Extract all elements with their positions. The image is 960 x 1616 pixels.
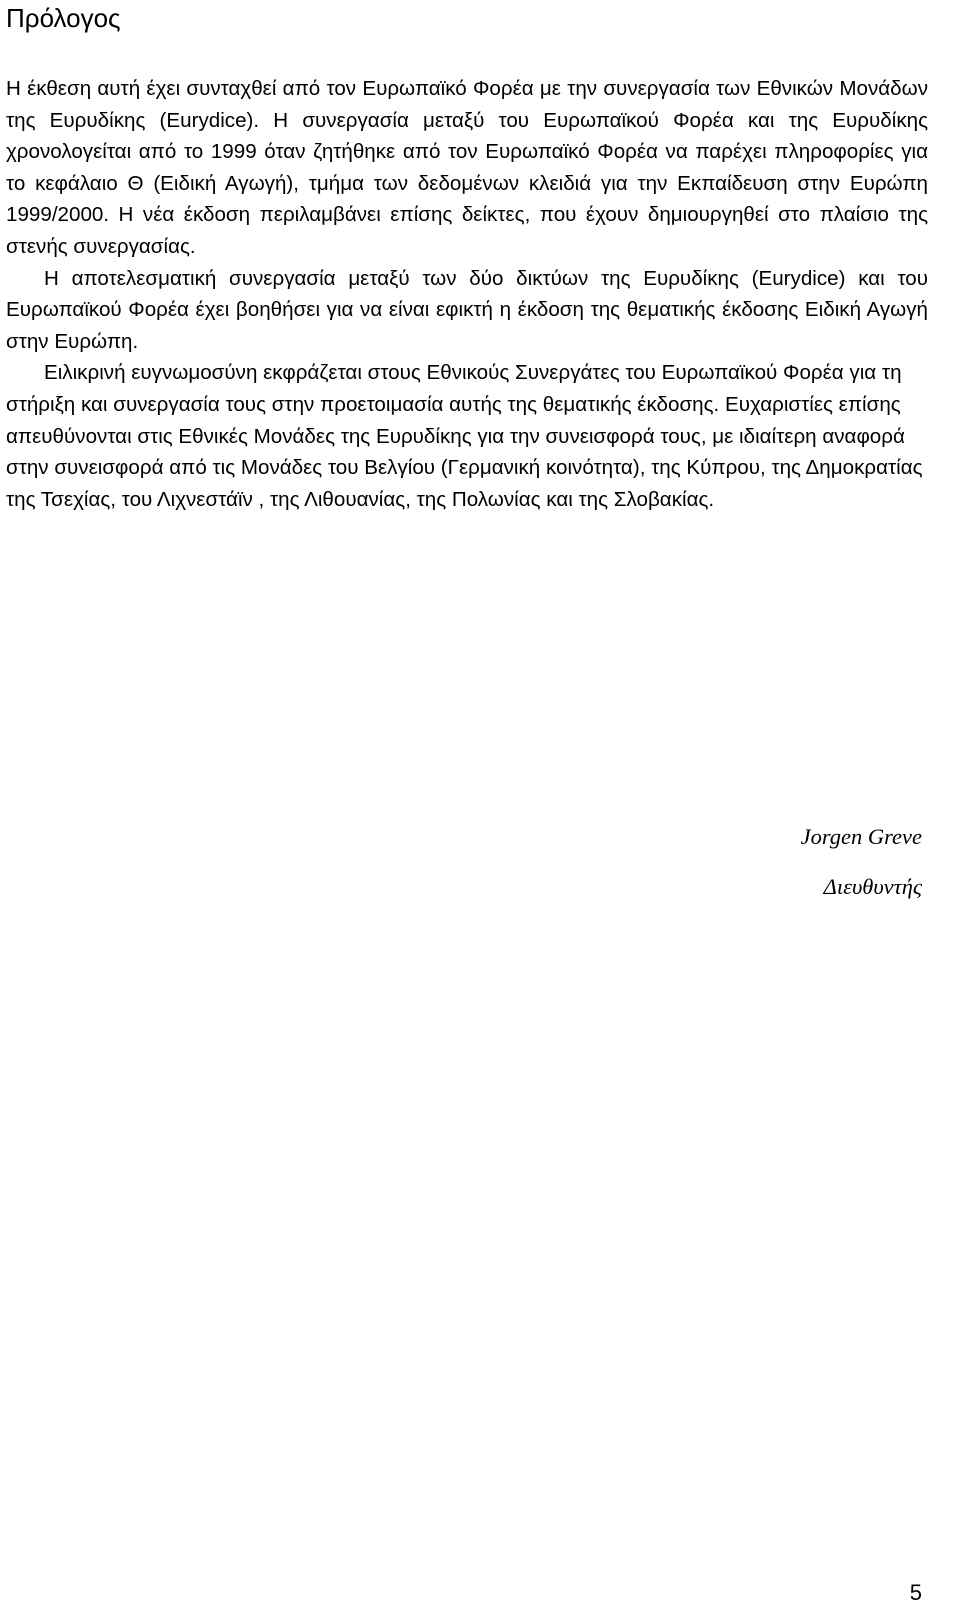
page-title: Πρόλογος [6,3,121,33]
page-number: 5 [909,1580,922,1605]
paragraph-cooperation: Η αποτελεσματική συνεργασία μεταξύ των δύο δικτύων της Ευρυδίκης (Eurydice) και του Ευρωπαϊκού Φορέα έχει βοηθήσει για να είναι εφικτή η έκδοση της θεματικής έκδοσης Ειδική Αγωγή στην Ευρώπη. [6,266,928,353]
paragraph-intro: Η έκθεση αυτή έχει συνταχθεί από τον Ευρωπαϊκό Φορέα με την συνεργασία των Εθνικών Μονάδων της Ευρυδίκης (Eurydice). Η συνεργασία μεταξύ του Ευρωπαϊκού Φορέα και της Ευρυδίκης χρονολογείται από το 1999 όταν ζητήθηκε από τον Ευρωπαϊκό Φορέα να παρέχει πληροφορίες για το κεφάλαιο Θ (Ειδική Αγωγή), τμήμα των δεδομένων κλειδιά για την Εκπαίδευση στην Ευρώπη 1999/2000. Η νέα έκδοση περιλαμβάνει επίσης δείκτες, που έχουν δημιουργηθεί στο πλαίσιο της στενής συνεργασίας. [6,77,928,258]
signature-name: Jorgen Greve [800,824,922,849]
document-page [6,0,928,1616]
signature-block [801,812,922,912]
signature-title: Διευθυντής [823,874,922,899]
paragraph-acknowledgements: Ειλικρινή ευγνωμοσύνη εκφράζεται στους Εθνικούς Συνεργάτες του Ευρωπαϊκού Φορέα για τη στήριξη και συνεργασία τους στην προετοιμασία αυτής της θεματικής έκδοσης. Ευχαριστίες επίσης απευθύνονται στις Εθνικές Μονάδες της Ευρυδίκης για την συνεισφορά τους, με ιδιαίτερη αναφορά στην συνεισφορά από τις Μονάδες του Βελγίου (Γερμανική κοινότητα), της Κύπρου, της Δημοκρατίας της Τσεχίας, του Λιχνεστάϊν , της Λιθουανίας, της Πολωνίας και της Σλοβακίας. [6,361,923,511]
preface-body [6,73,928,515]
